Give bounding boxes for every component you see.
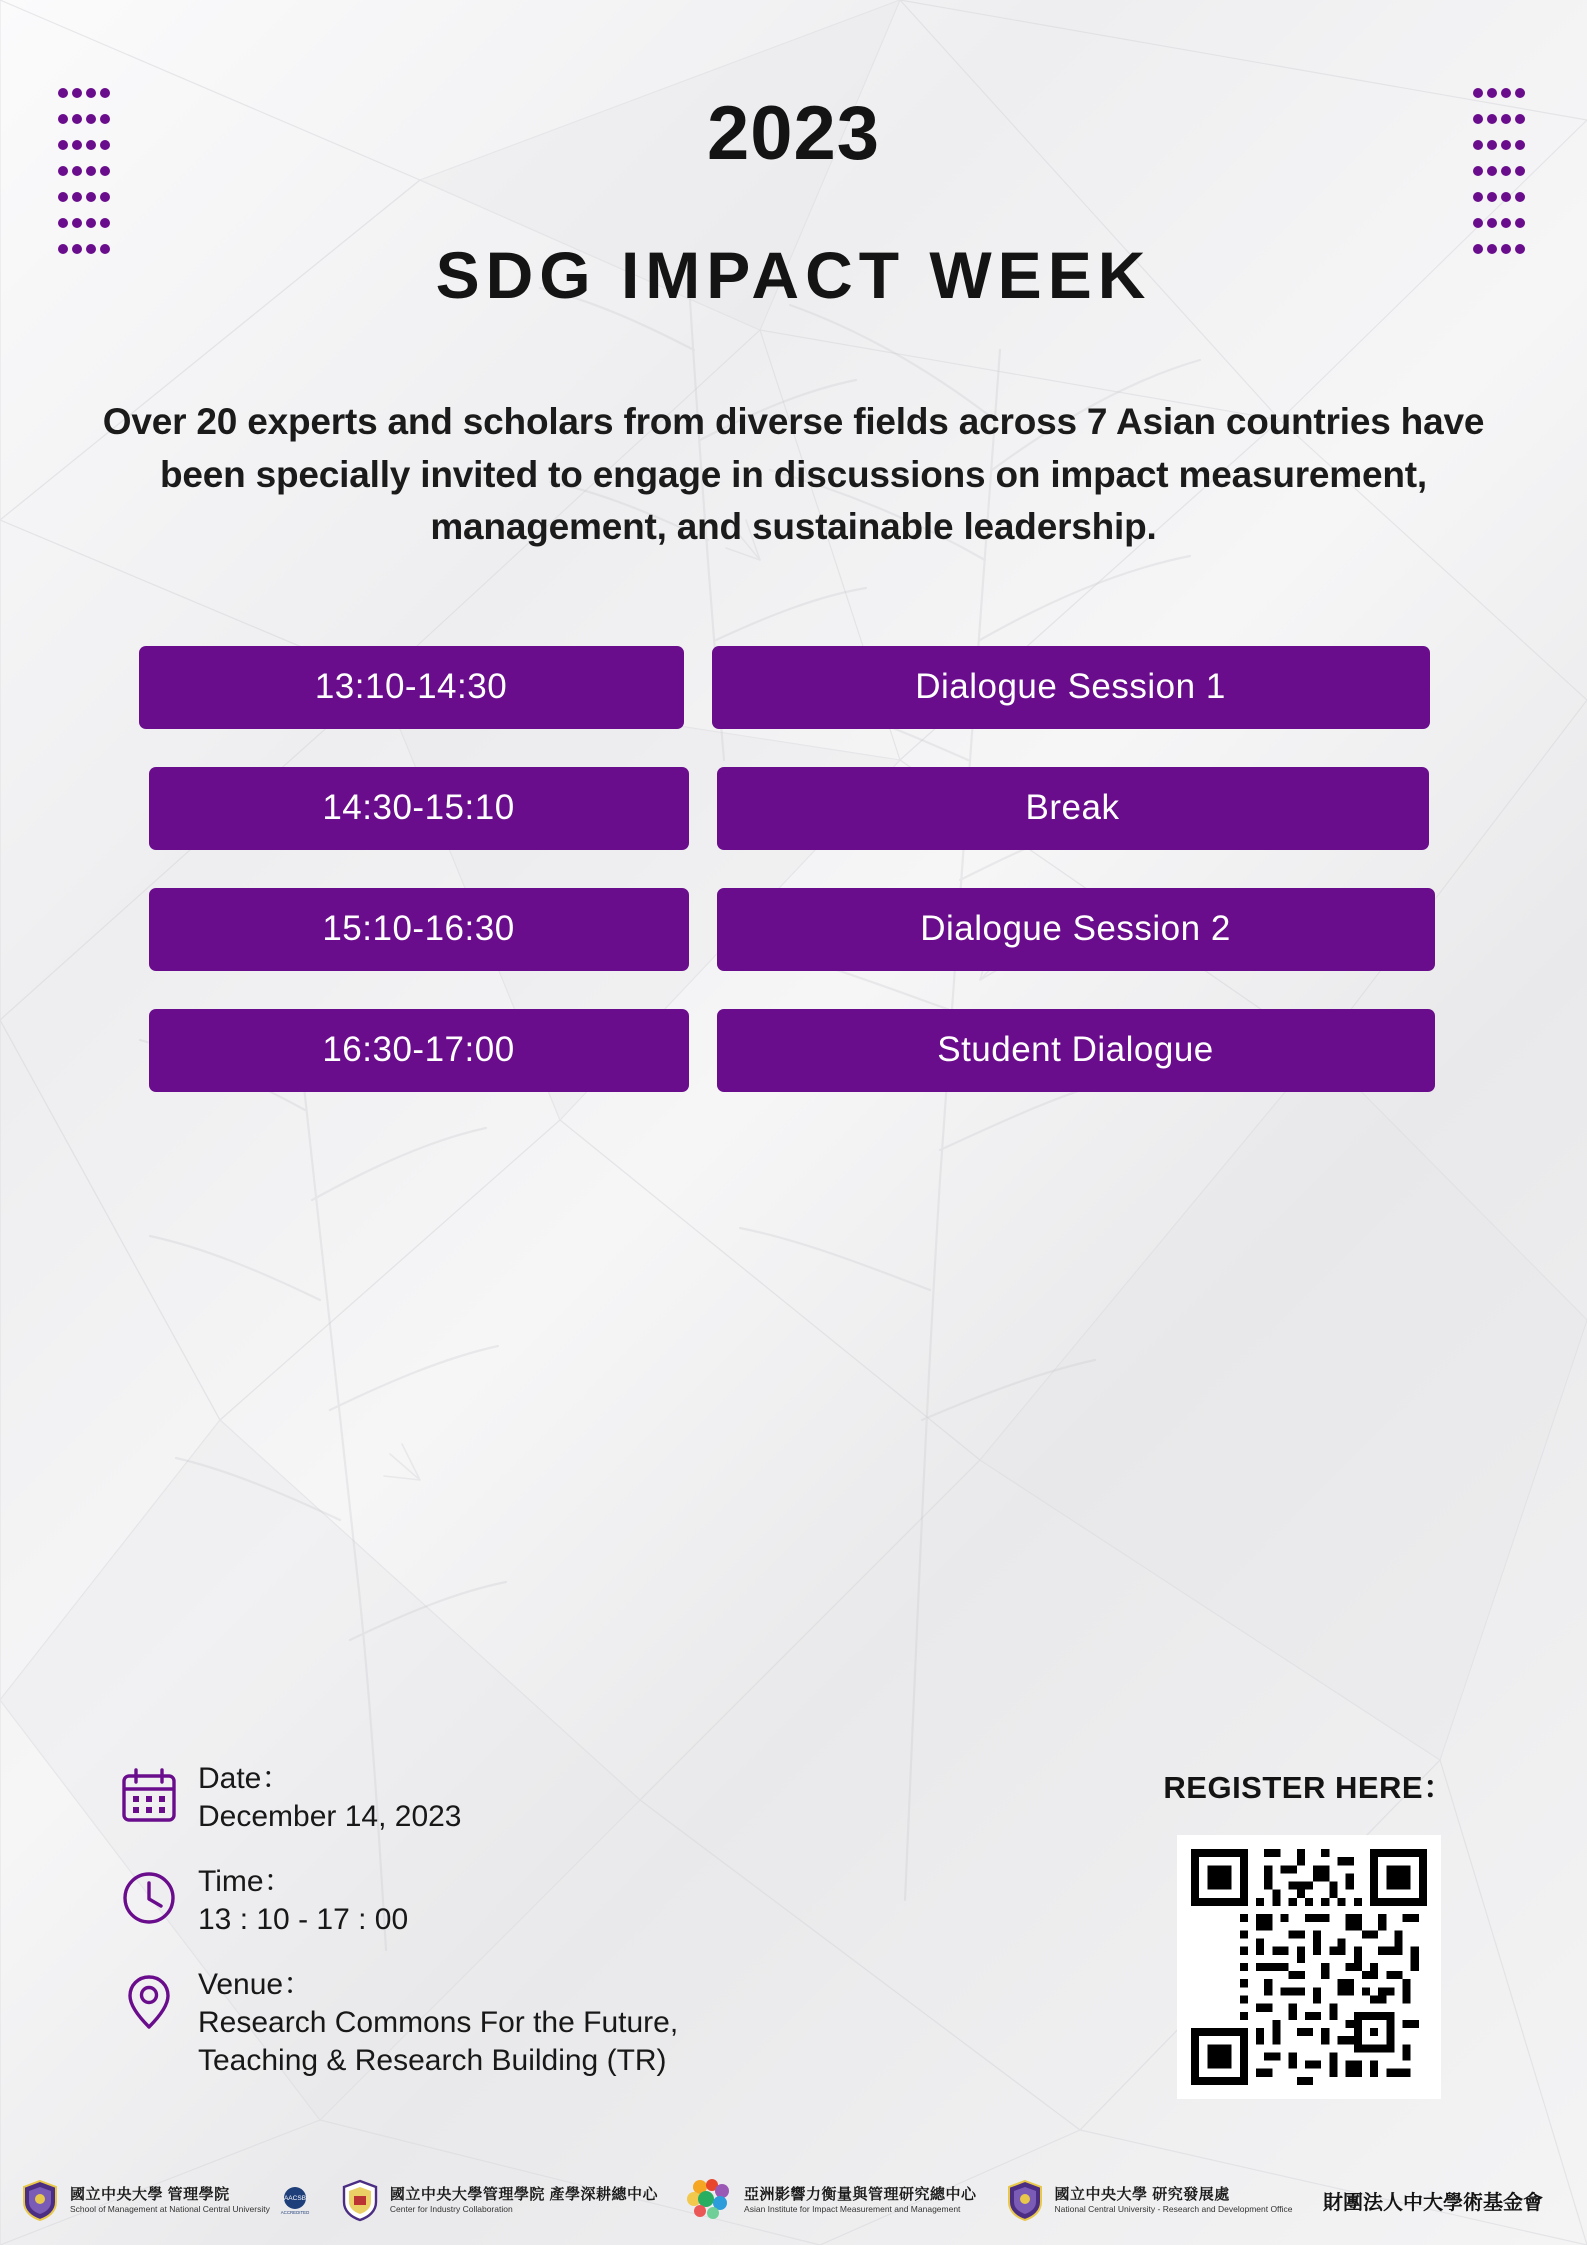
schedule-list [139,646,1449,1092]
qr-code-icon[interactable] [1191,1849,1427,2085]
schedule-row [139,767,1449,850]
schedule-label: Dialogue Session 1 [712,646,1430,729]
info-text-venue [198,1966,678,2081]
date-label: Date： [198,1762,292,1795]
aiimm-flower-icon [684,2177,736,2223]
venue-value-line1: Research Commons For the Future, [198,2005,679,2039]
info-text-date [198,1760,462,1837]
logo-cn: 亞洲影響力衡量與管理研究總中心 [744,2186,977,2204]
qr-code-container[interactable] [1177,1835,1441,2099]
schedule-row [139,646,1449,729]
page-title: SDG IMPACT WEEK [435,238,1152,312]
schedule-time: 15:10-16:30 [149,888,689,971]
schedule-label: Break [717,767,1429,850]
date-value: December 14, 2023 [198,1800,462,1834]
venue-value-line2: Teaching & Research Building (TR) [198,2044,667,2078]
schedule-label: Dialogue Session 2 [717,888,1435,971]
schedule-time: 13:10-14:30 [139,646,684,729]
venue-label: Venue： [198,1967,314,2001]
logo-cn: 國立中央大學管理學院 產學深耕總中心 [389,2186,659,2204]
calendar-icon [118,1764,180,1826]
time-label: Time： [198,1864,294,1898]
time-value: 13 : 10 - 17 : 00 [198,1903,409,1937]
logo-asian-institute-impact [684,2177,977,2223]
aacsb-badge-icon [278,2183,312,2217]
page-title-year: 2023 [706,91,881,176]
logo-rnd-office [1003,2178,1293,2222]
poster-subtitle: Over 20 experts and scholars from diverse fields across 7 Asian countries have been specially invited to engage in discussions on impact measurement, management, and sustainable leadership. [102,401,1485,548]
logo-en: National Central University - Research and Development Office [1054,2203,1293,2214]
event-info [118,1760,838,2107]
foundation-name: 財團法人中大學術基金會 [1323,2191,1543,2214]
logo-text-aiimm [744,2186,977,2214]
ncu-rnd-crest-icon [1003,2178,1047,2222]
logo-text-cic [390,2186,658,2214]
schedule-row [139,1009,1449,1092]
clock-icon [118,1867,180,1929]
schedule-time: 16:30-17:00 [149,1009,689,1092]
cic-crest-icon [338,2178,382,2222]
logo-en: Center for Industry Collaboration [389,2203,513,2214]
poster-header [0,0,1587,312]
schedule-label: Student Dialogue [717,1009,1435,1092]
register-title: REGISTER HERE： [1163,1770,1455,1805]
ncu-crest-icon [18,2178,62,2222]
schedule-time: 14:30-15:10 [149,767,689,850]
logo-en: School of Management at National Central University [70,2203,270,2214]
logo-en: Asian Institute for Impact Measurement and Management [744,2203,961,2214]
schedule-row [139,888,1449,971]
info-text-time [198,1863,408,1940]
location-pin-icon [118,1970,180,2032]
logo-cn: 國立中央大學 研究發展處 [1054,2186,1230,2204]
logo-school-of-management [18,2178,312,2222]
footer-logos [0,2177,1587,2223]
svg-text:ACCREDITED: ACCREDITED [280,2210,310,2215]
svg-text:AACSB: AACSB [283,2195,306,2202]
logo-center-for-industry-collaboration [338,2178,658,2222]
register-block [1139,1762,1479,2099]
logo-text-rnd [1055,2186,1293,2214]
info-row-venue [118,1966,838,2081]
info-row-date [118,1760,838,1837]
logo-text-school-of-management [70,2186,270,2214]
logo-cn: 國立中央大學 管理學院 [70,2186,230,2204]
info-row-time [118,1863,838,1940]
